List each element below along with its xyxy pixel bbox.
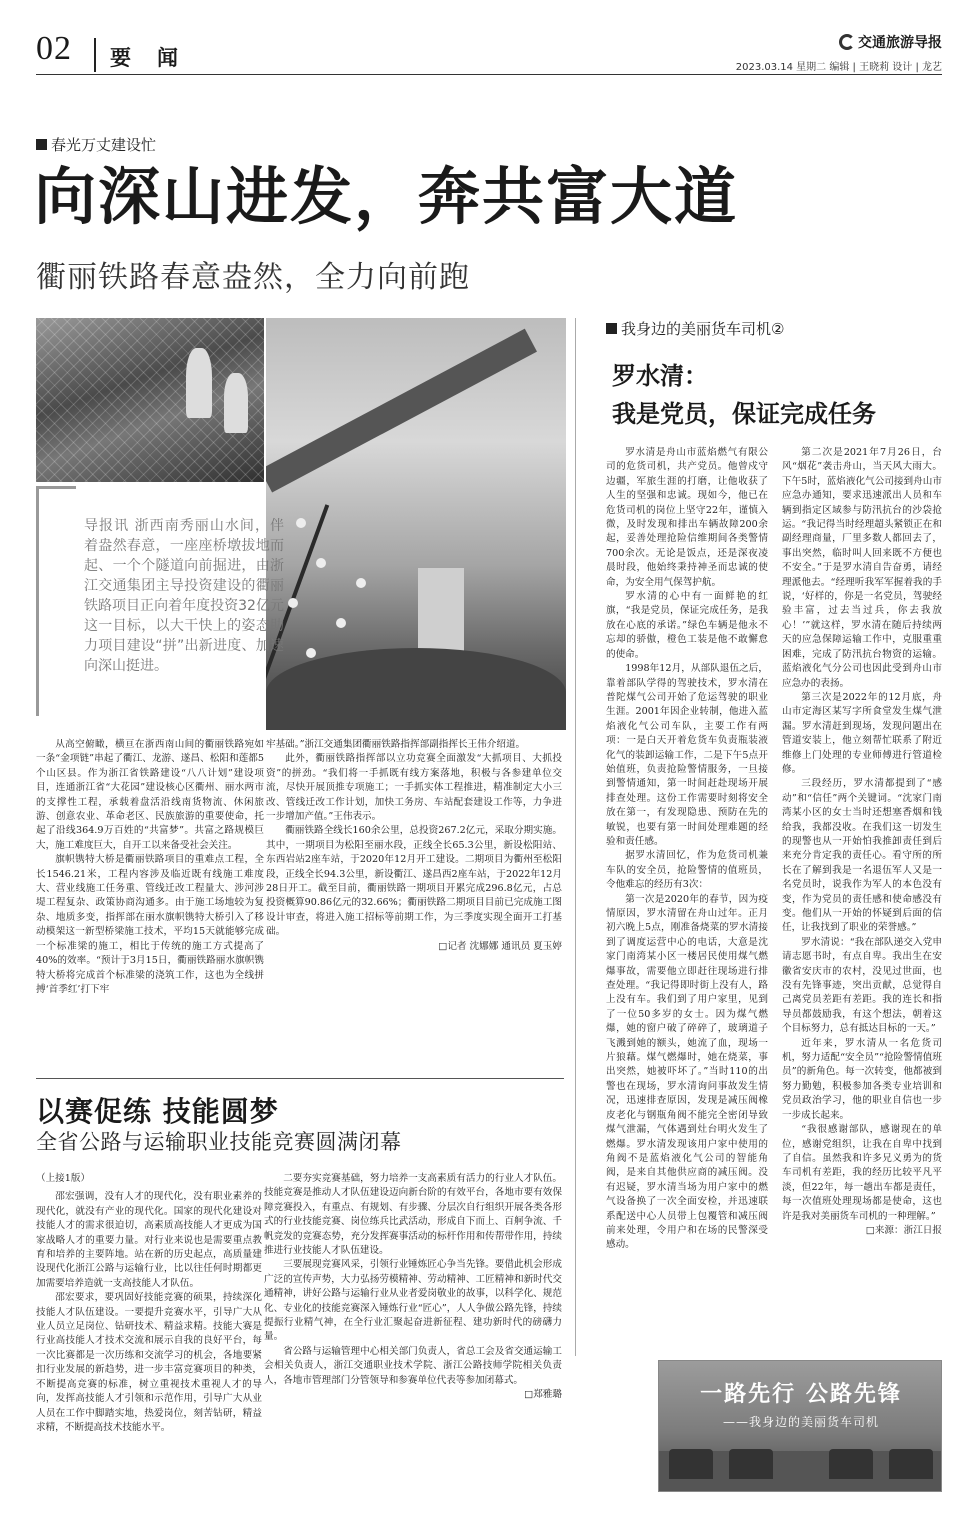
paragraph: 衢丽铁路全线长160余公里，总投资267.2亿元，采取分期实施。其中，一期项目为松阳至丽水段，正线全长65.3公里，新设松阳站、东西岩站2座车站，于2020年12月开工建设。二期项目为衢州至松阳段，正线全长94.3公里，新设衢江、遂昌西2座车站，于2022年12月28日开工。截至目前，衢丽铁路一期项目开累完成296.8亿元，占总投资概算90.86亿元的32.66%；衢丽铁路二期项目目前已完成施工图设计审查，将进入施工招标等前期工作，为三季度实现全面开工打基础。 bbox=[266, 825, 562, 938]
series-banner bbox=[658, 1360, 942, 1492]
second-byline: □郑雅璐 bbox=[524, 1389, 562, 1401]
second-body-col2 bbox=[264, 1172, 562, 1403]
main-byline: □记者 沈娜娜 通讯员 夏玉婷 bbox=[438, 940, 562, 952]
main-body-col1 bbox=[36, 738, 264, 997]
header-separator bbox=[94, 38, 96, 72]
brand-logo-icon bbox=[839, 34, 855, 50]
paragraph: 三要展现竞赛风采，引领行业锤炼匠心争当先锋。要借此机会形成广泛的宣传声势，大力弘扬劳模精神、劳动精神、工匠精神和新时代交通精神，讲好公路与运输行业从业者爱岗敬业的故事，以科学化、规范化、专业化的技能竞赛深入锤炼行业“匠心”，人人争做公路先锋，持续提振行业精气神，在全行业汇聚起奋进新征程、建功新时代的磅礴力量。 bbox=[264, 1259, 562, 1343]
banner-subtitle: ——我身边的美丽货车司机 bbox=[722, 1415, 879, 1429]
main-headline: 向深山进发，奔共富大道 bbox=[34, 160, 739, 233]
paragraph: 第一次是2020年的春节，因为疫情原因，罗水清留在舟山过年。正月初六晚上5点，刚准备烧菜的罗水清接到了调度运营中心的电话，大意是沈家门南湾某小区一楼居民使用煤气燃爆事故，需要他立即赶往现场进行排查处理。“我记得即时街上没有人，路上没有车。我们到了用户家里，见到了一位50多岁的女士。因为煤气燃爆，她的窗户破了碎碎了，玻璃道子飞溅到她的额头，她流了血，现场一片狼藉。煤气燃爆时，她在烧菜，事出突然，她被吓坏了。”当时110的出警也在现场，罗水清询问事故发生情况，迅速排查原因，发现是减压阀橡皮老化与钢瓶角阀不能完全密闭导致煤气泄漏，气体遇到灶台明火发生了燃爆。罗水清发现该用户家中使用的角阀不是蓝焰液化气公司的智能角阀，是来自其他供应商的减压阀。没有迟疑，罗水清当场为用户家中的燃气设备换了一次全面安检，并迅速联系配送中心人员带上包覆管和减压阀前来处理，令用户和在场的民警深受感动。 bbox=[606, 893, 768, 1251]
right-title-line1: 罗水清： bbox=[612, 362, 708, 390]
paragraph: 三段经历，罗水清都提到了“感动”和“信任”两个关键词。“沈家门南湾某小区的女士当时还想塞香烟和钱给我，我都没收。在我们这一切发生的现警也从一开始怕我推卸责任到后来充分肯定我的责任心。看守所的所长在了解到我是一名退伍军人又是一名党员时，说我作为军人的本色没有变，作为党员的责任感和使命感没有变。他们从一开始的怀疑到后面的信任，让我找到了职业的荣誉感。” bbox=[782, 778, 942, 934]
lead-text: 导报讯 浙西南秀丽山水间，伴着盎然春意，一座座桥墩拔地而起、一个个隧道向前掘进，由浙江交通集团主导投资建设的衢丽铁路项目正向着年度投资32亿元这一目标，以大干快上的姿态助力项目建设“拼”出新进度、加速向深山挺进。 bbox=[84, 518, 284, 674]
paragraph: 邵宏强调，没有人才的现代化，没有职业素养的现代化，就没有产业的现代化。国家的现代化建设对技能人才的需求很迫切，高素质高技能人才更成为国家战略人才的重要力量。对行业来说也是需要重点教育和培养的主要阵地。站在新的历史起点，高质量建设现代化浙江公路与运输行业，比以往任何时期都更加需要培养造就一支高技能人才队伍。 bbox=[36, 1191, 262, 1289]
paragraph: 此外，衢丽铁路指挥部以立功竞赛全面激发“大抓项目、大抓投资”的拼劲。“我们将一手抓既有线方案落地，积极与各参建单位交流，尽快开展顶推专项施工；一手抓实体工程推进，精准制定大小三改、管线迁改工作计划，加快工务房、车站配套建设工作等，力争进一步增加产值。”王伟表示。 bbox=[266, 753, 562, 823]
second-article-subtitle: 全省公路与运输职业技能竞赛圆满闭幕 bbox=[36, 1130, 402, 1154]
right-body-col2 bbox=[782, 446, 942, 1238]
construction-workers-photo bbox=[36, 318, 264, 482]
paragraph: 近年来，罗水清从一名危货司机，努力适配“安全员”“抢险警情值班员”的新角色。每一次转变，他都被到努力勤勉，积极参加各类专业培训和党员政治学习，他的职业自信也一步一步成长起来。 bbox=[782, 1037, 942, 1121]
main-subhead: 衢丽铁路春意盎然，全力向前跑 bbox=[36, 260, 470, 295]
paragraph: “我很感谢部队，感谢现在的单位，感谢党组织，让我在自卑中找到了自信。虽然我和许多兄义勇为的货车司机有差距，我的经历比较平凡平淡，但22年，每一趟出车都是责任，每一次值班处理现场都是使命，这也许是我对美丽货车司机的一种理解。” bbox=[782, 1124, 942, 1222]
right-kicker: 我身边的美丽货车司机② bbox=[606, 318, 784, 339]
brand-name: 交通旅游导报 bbox=[858, 35, 942, 51]
page-number: 02 bbox=[36, 30, 72, 67]
right-body-col1 bbox=[606, 446, 768, 1253]
dateline: 2023.03.14 星期二 编辑 | 王晓莉 设计 | 龙艺 bbox=[735, 62, 942, 73]
paragraph: 从高空俯瞰，横亘在浙西南山间的衢丽铁路宛如一条“金项链”串起了衢江、龙游、遂昌、松阳和莲都5个山区县。作为浙江省铁路建设“八八计划”建设项目，连通浙江省“大花园”建设核心区衢州、丽水两市的支撑性工程，承载着盘活沿线南货物流、休闲旅游、创意农业、革命老区、民族旅游的重要使命，托起了沿线364.9万百姓的“共富梦”。共富之路规模巨大，施工难度巨大，自开工以来备受社会关注。 bbox=[36, 739, 264, 851]
lead-box bbox=[36, 486, 284, 730]
paragraph: 第三次是2022年的12月底，舟山市定海区某写字所食堂发生煤气泄漏。罗水清赶到现场，发现问题出在管道安装上，他立刻帮忙联系了附近维修上门处理的专业师傅进行管道检修。 bbox=[782, 691, 942, 775]
paragraph: 据罗水清回忆，作为危货司机兼车队的安全员，抢险警情的值班员，令他难忘的经历有3次： bbox=[606, 850, 768, 891]
header-rule bbox=[36, 74, 942, 75]
second-body-col1 bbox=[36, 1172, 262, 1435]
banner-title: 一路先行 公路先锋 bbox=[700, 1382, 902, 1407]
right-byline: □来源：浙江日报 bbox=[865, 1224, 942, 1236]
main-body-col2 bbox=[266, 738, 562, 954]
paragraph: 旗帜镌特大桥是衢丽铁路项目的重难点工程，全长1546.21米，工程内容涉及临近既有线施工难度大、营业线施工任务重、管线迁改工程量大、涉河涉堤工程复杂、政策协商沟通多。由于施工场地较为复杂、地质多变，指挥部在丽水旗帜镌特大桥引入了移动模架这一新型桥梁施工技术，平均15天就能够完成一个标准梁的施工，相比于传统的施工方式提高了40%的效率。“预计于3月15日，衢丽铁路丽水旗帜镌特大桥将完成首个标准梁的浇筑工作，这也为全线拼搏‘首季红’打下牢 bbox=[36, 854, 264, 995]
main-kicker: 春光万丈建设忙 bbox=[36, 134, 156, 155]
section-name: 要闻 bbox=[110, 45, 204, 70]
paragraph: 罗水清说：“我在部队递交入党申请志愿书时，有点自卑。我出生在安徽省安庆市的农村，没见过世面，也没有先锋事迹，突出贡献，总觉得自己离党员差距有差距。我的连长和指导员都鼓励我，有这个想法，朝着这个目标努力，总有抵达目标的一天。” bbox=[782, 936, 942, 1035]
paragraph: 1998年12月，从部队退伍之后，靠着部队学得的驾驶技术，罗水清在普陀煤气公司开始了危运驾驶的职业生涯。2001年因企业转制，他进入蓝焰液化气公司车队，主要工作有两项：一是白天开着危货车负责瓶装液化气的装卸运输工作，二是下午5点开始值班，负责抢险警情服务，一旦接到警情通知，第一时间赶赴现场开展排查处理。这份工作需要时刻将安全放在第一，有发现隐患、预防在先的敏锐，也要有第一时间处理难题的经验和责任感。 bbox=[606, 663, 768, 847]
paragraph: 二要夯实竞赛基础，努力培养一支高素质有活力的行业人才队伍。技能竞赛是推动人才队伍建设迈向新台阶的有效平台，各地市要有效保障竞赛投入，有重点、有规划、有步骤、分层次自行组织开展各类各形式的行业技能竞赛、岗位练兵比武活动，形成自下而上、百舸争流、千帆竞发的竞赛态势，充分发挥赛事活动的标杆作用和传帮带作用，持续推进行业技能人才队伍建设。 bbox=[264, 1173, 562, 1257]
paragraph: 第二次是2021年7月26日，台风“烟花”袭击舟山，当天风大雨大。下午5时，蓝焰液化气公司接到舟山市应急办通知，要求迅速派出人员和车辆到指定区域参与防汛抗台的沙袋抢运。“我记得当时经理超头紧锁正在和副经理商量，厂里多数人都回去了，事出突然，临时叫人回来既不方便也不安全。”于是罗水清自告奋勇，请经理派他去。“经理听我军军握着我的手说，‘好样的，你是一名党员，驾驶经验丰富，过去当过兵，你去我放心！’”就这样，罗水清在随后持续两天的应急保障运输工作中，克服重重困难，完成了防汛抗台物资的运输。蓝焰液化气分公司也因此受到舟山市应急办的表扬。 bbox=[782, 447, 942, 689]
article-separator bbox=[36, 1078, 564, 1079]
paragraph: 罗水清的心中有一面鲜艳的红旗，“我是党员，保证完成任务，是我放在心底的承诺。”绿色车辆是他永不忘却的骄傲，橙色工装是他不敢懈怠的使命。 bbox=[606, 591, 768, 660]
paragraph: 牢基础。”浙江交通集团衢丽铁路指挥部副指挥长王伟介绍道。 bbox=[266, 739, 526, 750]
paragraph: 省公路与运输管理中心相关部门负责人，省总工会及省交通运输工会相关负责人，浙江交通职业技术学院、浙江公路技师学院相关负责人，各地市管理部门分管领导和参赛单位代表等参加闭幕式。 bbox=[264, 1345, 562, 1386]
second-article-title: 以赛促练 技能圆梦 bbox=[36, 1095, 279, 1128]
railway-bridge-photo bbox=[266, 318, 566, 730]
continued-note: （上接1版） bbox=[36, 1173, 91, 1184]
column-divider bbox=[575, 318, 576, 1356]
paragraph: 罗水清是舟山市蓝焰燃气有限公司的危货司机，共产党员。他曾戍守边疆，军旅生涯的打磨，让他收获了人生的坚强和忠诚。现如今，他已在危货司机的岗位上坚守22年，谨慎入微，及时发现和排出车辆故障200余起，妥善处理抢险信维期间各类警情700余次。无论是饭点，还是深夜凌晨时段，他始终秉持神圣而忠诚的使命，为安全用气保驾护航。 bbox=[606, 447, 768, 588]
brand bbox=[839, 32, 942, 52]
right-title-line2: 我是党员，保证完成任务 bbox=[612, 400, 876, 428]
paragraph: 邵宏要求，要巩固好技能竞赛的硕果，持续深化技能人才队伍建设。一要提升竞赛水平，引导广大从业人员立足岗位、钻研技术、精益求精。技能大赛是行业高技能人才技术交流和展示自我的良好平台，每一次比赛都是一次历练和交流学习的机会，各地要紧扣行业发展的新趋势，进一步丰富竞赛项目的种类，不断提高竞赛的标准，树立重视技术重视人才的导向，发挥高技能人才引领和示范作用，引导广大从业人员在工作中脚踏实地，热爱岗位，刻苦钻研，精益求精，不断提高技术技能水平。 bbox=[36, 1292, 262, 1433]
